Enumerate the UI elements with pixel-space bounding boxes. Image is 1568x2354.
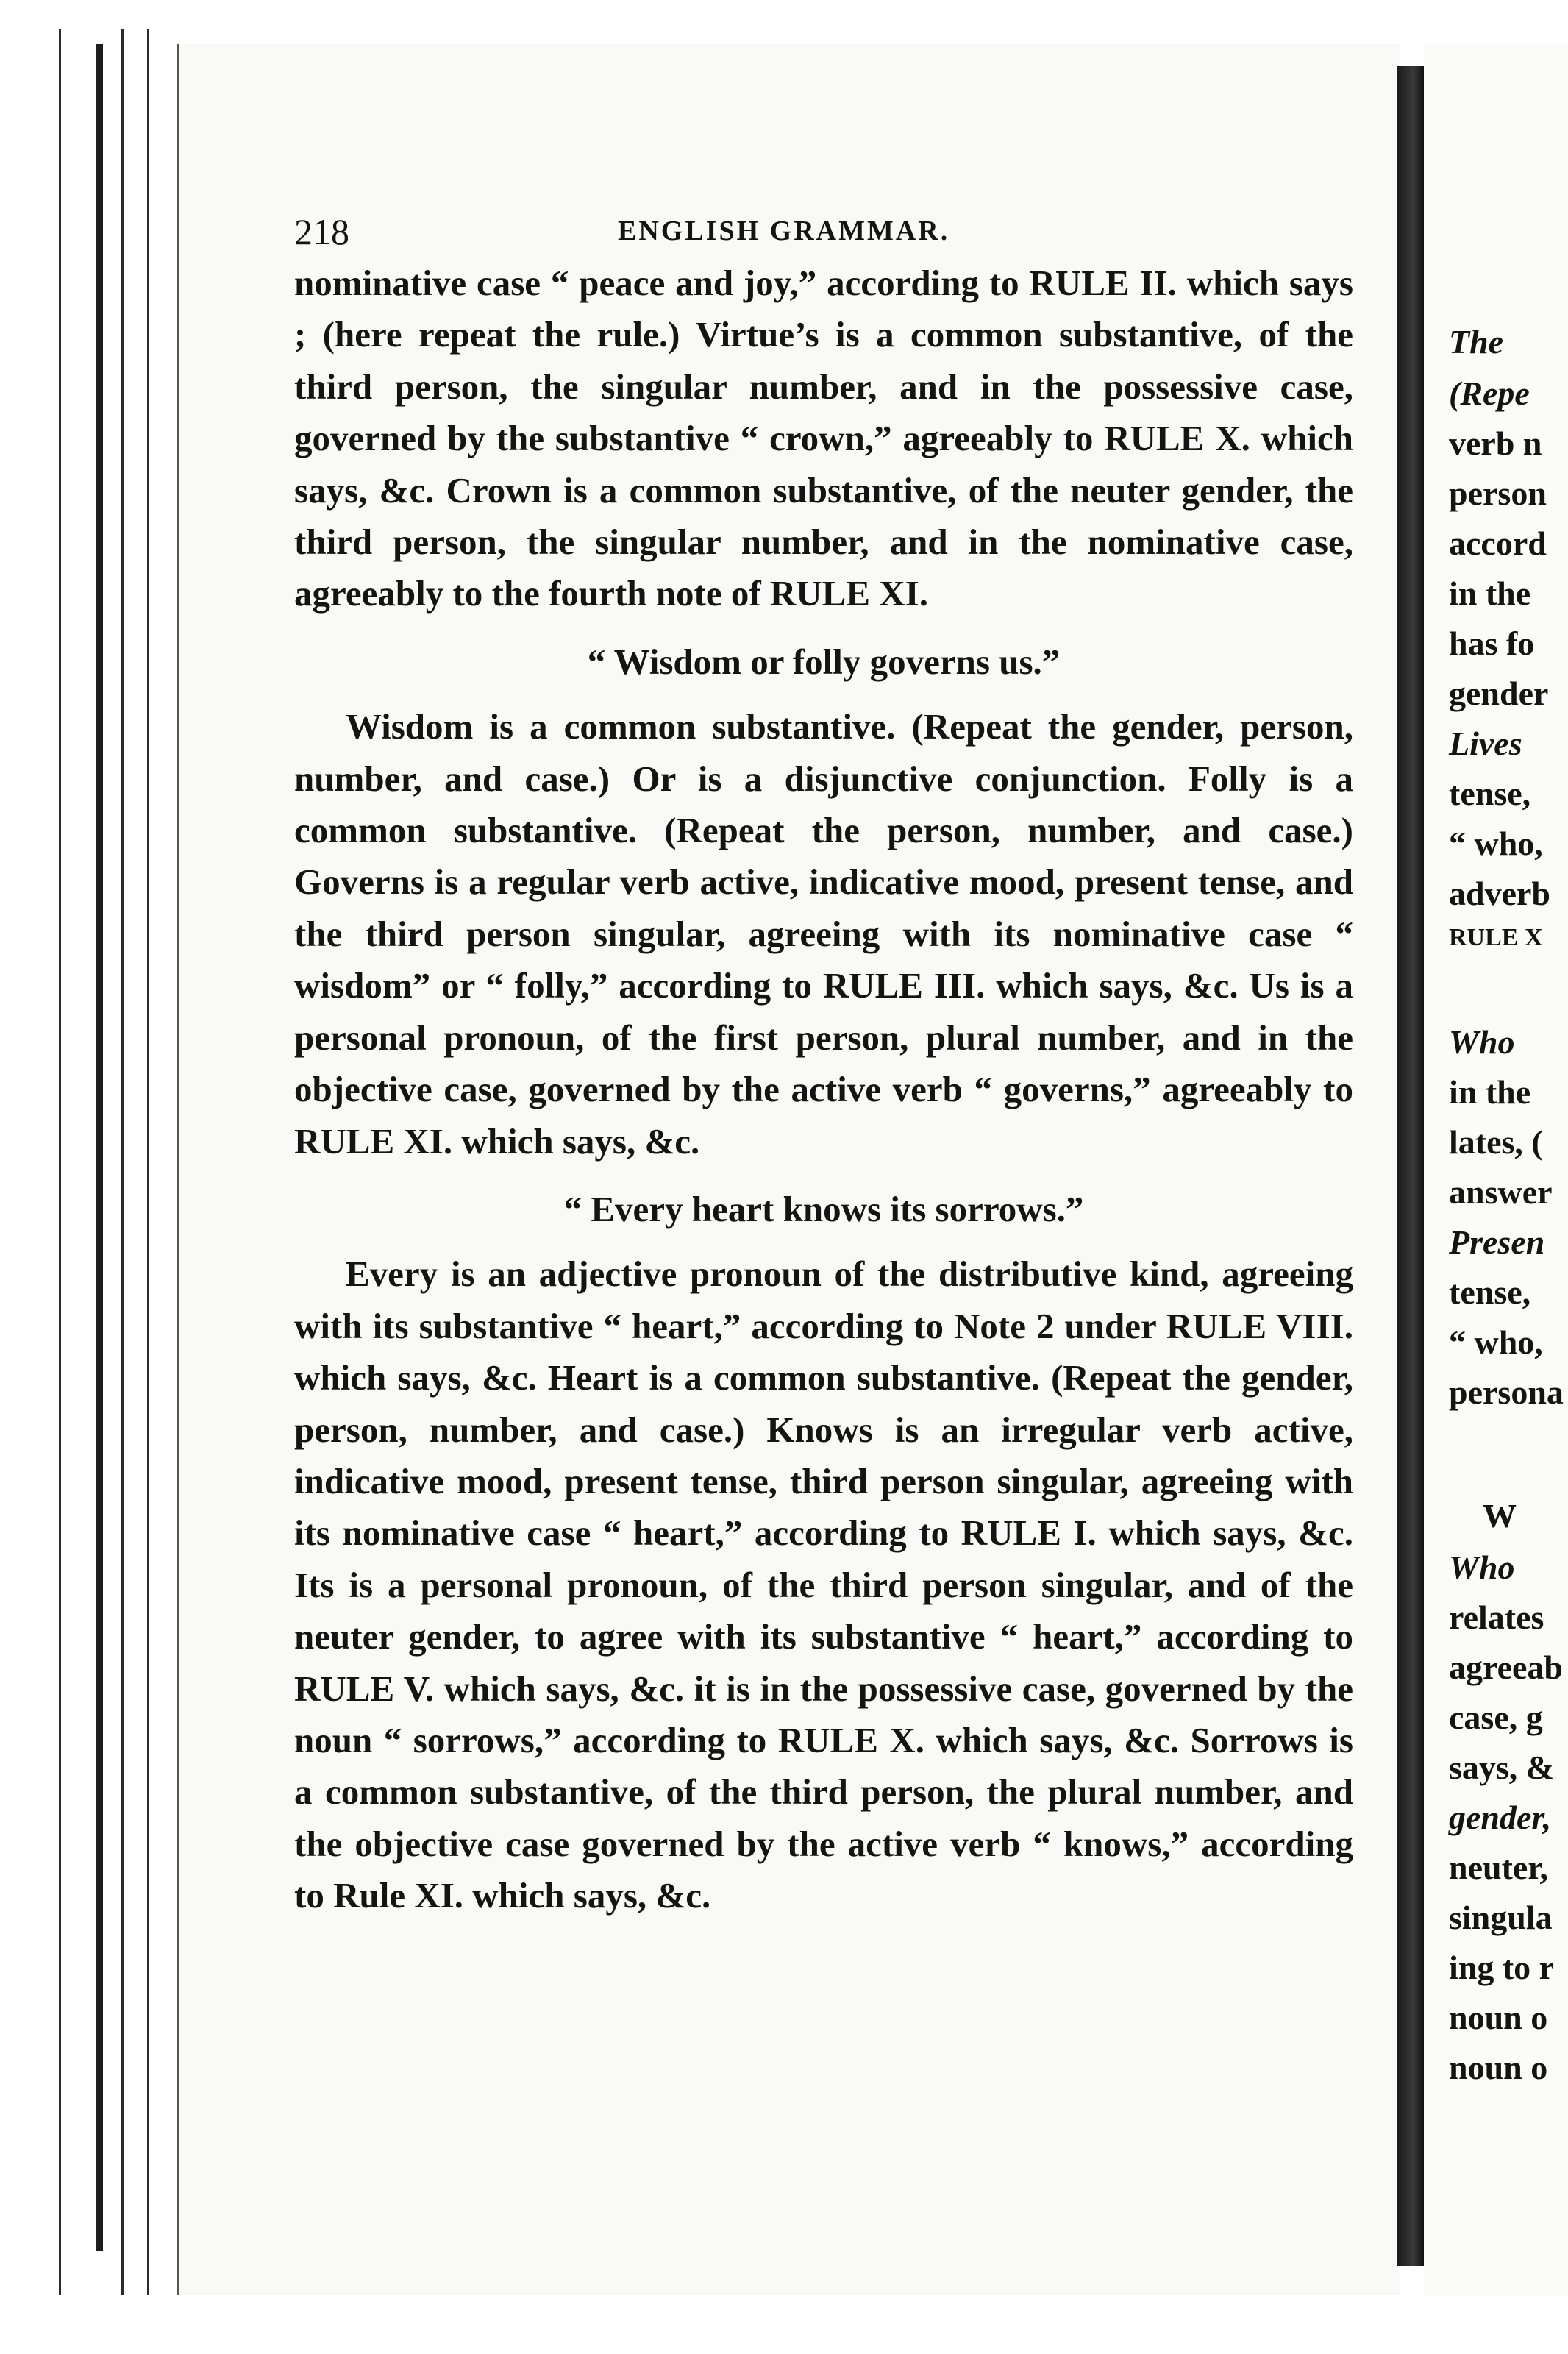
right-page-line: in the <box>1449 1073 1531 1111</box>
right-page-line: noun o <box>1449 1999 1548 2036</box>
right-page-line: adverb <box>1449 875 1550 912</box>
right-page-line: lates, ( <box>1449 1123 1543 1161</box>
right-page-line: tense, <box>1449 775 1531 812</box>
right-page-line: has fo <box>1449 625 1535 662</box>
right-page-line: says, & <box>1449 1749 1555 1786</box>
page-number: 218 <box>294 211 349 252</box>
book-edge-line <box>121 29 124 2295</box>
right-page-line: W <box>1483 1497 1517 1535</box>
right-page-line: RULE X <box>1449 924 1543 951</box>
right-page-fragment <box>1424 44 1568 2295</box>
right-page-line: ing to r <box>1449 1949 1555 1986</box>
right-page-line: tense, <box>1449 1273 1531 1311</box>
paragraph: nominative case “ peace and joy,” according to RULE II. which says ; (here repeat the rule.) Virtue’s is a common substantive, of the third person, the singular number, and in the possessive case, governed by the substantive “ crown,” agreeably to RULE X. which says, &c. Crown is a common substantive, of the neuter gender, the third person, the singular number, and in the nominative case, agreeably to the fourth note of RULE XI. <box>294 263 1353 614</box>
right-page-line: person <box>1449 474 1547 512</box>
right-page-line: gender, <box>1449 1799 1552 1836</box>
right-page-line: verb n <box>1449 424 1542 462</box>
right-page-line: persona <box>1449 1373 1564 1411</box>
page-body <box>294 257 1353 1922</box>
right-page-line: “ who, <box>1449 1323 1543 1361</box>
right-page-line: The <box>1449 323 1504 360</box>
paragraph: Wisdom is a common substantive. (Repeat the gender, person, number, and case.) Or is a disjunctive conjunction. Folly is a common substantive. (Repeat the person, number, and case.) Governs is a regular verb active, indicative mood, present tense, and the third person singular, agreeing with its nominative case “ wisdom” or “ folly,” according to RULE III. which says, &c. Us is a personal pronoun, of the first person, plural number, and in the objective case, governed by the active verb “ governs,” agreeably to RULE XI. which says, &c. <box>294 706 1353 1162</box>
right-page-line: relates <box>1449 1599 1544 1636</box>
right-page-line: Who <box>1449 1548 1515 1586</box>
right-page-line: neuter, <box>1449 1849 1549 1886</box>
right-page-line: agreeab <box>1449 1649 1564 1686</box>
right-page-line: “ who, <box>1449 825 1543 862</box>
right-page-line: answer <box>1449 1173 1553 1211</box>
right-page-line: in the <box>1449 575 1531 612</box>
paragraph: Every is an adjective pronoun of the distributive kind, agreeing with its substantive “ heart,” according to Note 2 under RULE VIII. which says, &c. Heart is a common substantive. (Repeat the gender, person, number, and case.) Knows is an irregular verb active, indicative mood, present tense, third person singular, agreeing with its nominative case “ heart,” according to RULE I. which says, &c. Its is a personal pronoun, of the third person singular, and of the neuter gender, to agree with its substantive “ heart,” according to RULE V. which says, &c. it is in the possessive case, governed by the noun “ sorrows,” according to RULE X. which says, &c. Sorrows is a common substantive, of the third person, the plural number, and the objective case governed by the active verb “ knows,” according to Rule XI. which says, &c. <box>294 1254 1353 1916</box>
book-edge-line <box>147 29 149 2295</box>
running-title: ENGLISH GRAMMAR. <box>618 216 950 246</box>
right-page-line: (Repe <box>1449 374 1530 412</box>
page-header <box>294 210 1353 255</box>
book-edge-line <box>59 29 61 2295</box>
example-sentence-heading: “ Wisdom or folly governs us.” <box>587 641 1061 682</box>
right-page-line: noun o <box>1449 2049 1548 2086</box>
right-page-line: gender <box>1449 675 1549 712</box>
right-page-line: Lives <box>1449 725 1522 762</box>
right-page-line: accord <box>1449 525 1547 562</box>
right-page-line: Who <box>1449 1023 1515 1061</box>
right-page-line: case, g <box>1449 1699 1543 1736</box>
book-gutter <box>1397 66 1424 2266</box>
book-edge-shadow <box>96 44 103 2251</box>
right-page-line: singula <box>1449 1899 1553 1936</box>
right-page-line: Presen <box>1449 1223 1545 1261</box>
example-sentence-heading: “ Every heart knows its sorrows.” <box>563 1188 1084 1229</box>
